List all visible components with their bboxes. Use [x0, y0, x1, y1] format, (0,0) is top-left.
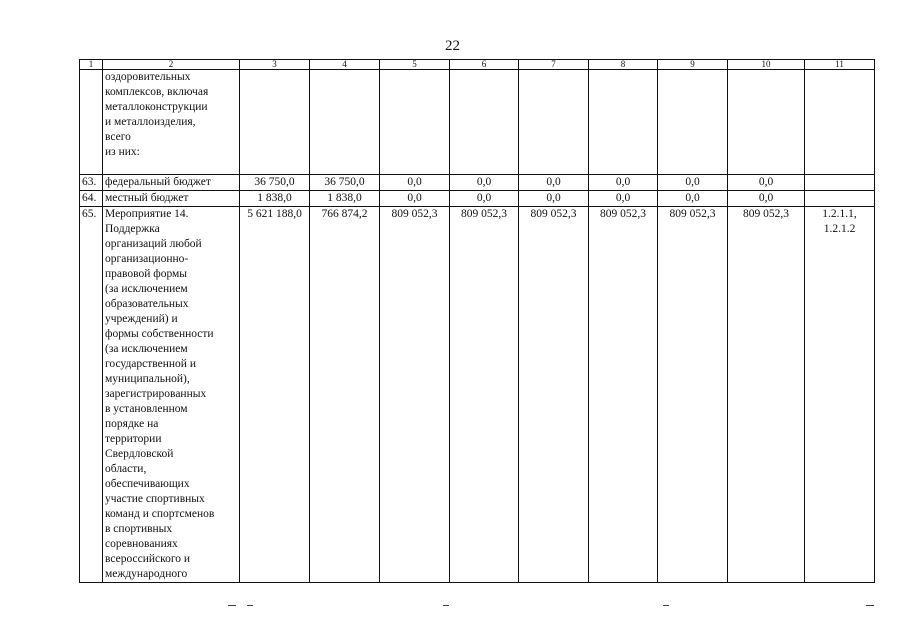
description-line: порядке на — [105, 418, 159, 430]
value-cell: 766 874,2 — [310, 207, 380, 583]
value-cell: 0,0 — [658, 175, 728, 191]
header-cell: 8 — [589, 60, 658, 70]
row-number-cell — [80, 70, 103, 175]
value-cell: 0,0 — [519, 175, 589, 191]
row-number-cell: 65. — [80, 207, 103, 583]
table-row-continuation — [80, 70, 875, 175]
header-row — [80, 60, 875, 70]
scan-mark — [443, 605, 449, 606]
description-line: государственной и — [105, 358, 196, 370]
refs-cell — [805, 191, 875, 207]
description-line: области, — [105, 463, 147, 475]
row-number-cell: 63. — [80, 175, 103, 191]
description-line: зарегистрированных — [105, 388, 207, 400]
ref-line: 1.2.1.1, — [822, 208, 857, 220]
description-line: территории — [105, 433, 162, 445]
budget-table — [79, 59, 875, 583]
refs-cell — [805, 175, 875, 191]
value-cell: 0,0 — [728, 191, 805, 207]
description-line: всего — [105, 131, 131, 143]
value-cell — [589, 70, 658, 175]
header-cell: 1 — [80, 60, 103, 70]
description-line: металлоконструкции — [105, 101, 208, 113]
description-line: образовательных — [105, 298, 189, 310]
value-cell: 1 838,0 — [240, 191, 310, 207]
table-row-65 — [80, 207, 875, 583]
header-cell: 11 — [805, 60, 875, 70]
header-cell: 5 — [380, 60, 450, 70]
value-cell: 36 750,0 — [310, 175, 380, 191]
description-line: в установленном — [105, 403, 188, 415]
description-line: соревнованиях — [105, 538, 178, 550]
row-number-cell: 64. — [80, 191, 103, 207]
value-cell — [728, 70, 805, 175]
description-line: формы собственности — [105, 328, 214, 340]
header-cell: 4 — [310, 60, 380, 70]
description-line: в спортивных — [105, 523, 173, 535]
value-cell — [519, 70, 589, 175]
description-cell: местный бюджет — [103, 191, 240, 207]
header-cell: 7 — [519, 60, 589, 70]
description-line: муниципальной), — [105, 373, 190, 385]
value-cell: 0,0 — [658, 191, 728, 207]
value-cell: 5 621 188,0 — [240, 207, 310, 583]
description-line: международного — [105, 568, 188, 580]
value-cell: 0,0 — [728, 175, 805, 191]
description-line: и металлоизделия, — [105, 116, 196, 128]
scan-mark — [247, 605, 253, 606]
header-cell: 9 — [658, 60, 728, 70]
value-cell: 36 750,0 — [240, 175, 310, 191]
page-number: 22 — [445, 38, 460, 54]
value-cell: 809 052,3 — [728, 207, 805, 583]
scan-mark — [228, 605, 236, 606]
description-line: учреждений) и — [105, 313, 178, 325]
table-row-64 — [80, 191, 875, 207]
value-cell: 809 052,3 — [450, 207, 519, 583]
value-cell — [240, 70, 310, 175]
header-cell: 10 — [728, 60, 805, 70]
value-cell — [658, 70, 728, 175]
description-line: Свердловской — [105, 448, 174, 460]
ref-line: 1.2.1.2 — [823, 223, 856, 235]
header-cell: 2 — [103, 60, 240, 70]
value-cell: 0,0 — [519, 191, 589, 207]
description-line: (за исключением — [105, 343, 188, 355]
description-line: всероссийского и — [105, 553, 191, 565]
value-cell: 0,0 — [450, 191, 519, 207]
description-cell — [103, 207, 240, 583]
value-cell: 1 838,0 — [310, 191, 380, 207]
value-cell: 809 052,3 — [658, 207, 728, 583]
table-row-63 — [80, 175, 875, 191]
description-cell: федеральный бюджет — [103, 175, 240, 191]
description-line: обеспечивающих — [105, 478, 190, 490]
description-line: организаций любой — [105, 238, 202, 250]
value-cell: 0,0 — [380, 191, 450, 207]
description-line: правовой формы — [105, 268, 188, 280]
scan-mark — [663, 605, 669, 606]
value-cell — [380, 70, 450, 175]
description-line: организационно- — [105, 253, 189, 265]
value-cell: 0,0 — [380, 175, 450, 191]
description-line: (за исключением — [105, 283, 188, 295]
refs-cell — [805, 207, 875, 583]
scan-mark — [866, 605, 874, 606]
description-line: команд и спортсменов — [105, 508, 215, 520]
header-cell: 6 — [450, 60, 519, 70]
value-cell: 0,0 — [589, 191, 658, 207]
description-line: из них: — [105, 146, 140, 158]
description-line: участие спортивных — [105, 493, 205, 505]
value-cell — [450, 70, 519, 175]
refs-cell — [805, 70, 875, 175]
value-cell: 0,0 — [450, 175, 519, 191]
value-cell: 809 052,3 — [380, 207, 450, 583]
description-cell — [103, 70, 240, 175]
value-cell — [310, 70, 380, 175]
description-line: оздоровительных — [105, 71, 191, 83]
value-cell: 0,0 — [589, 175, 658, 191]
description-line: Поддержка — [105, 223, 160, 235]
value-cell: 809 052,3 — [589, 207, 658, 583]
description-line: Мероприятие 14. — [105, 208, 189, 220]
value-cell: 809 052,3 — [519, 207, 589, 583]
description-line: комплексов, включая — [105, 86, 209, 98]
header-cell: 3 — [240, 60, 310, 70]
